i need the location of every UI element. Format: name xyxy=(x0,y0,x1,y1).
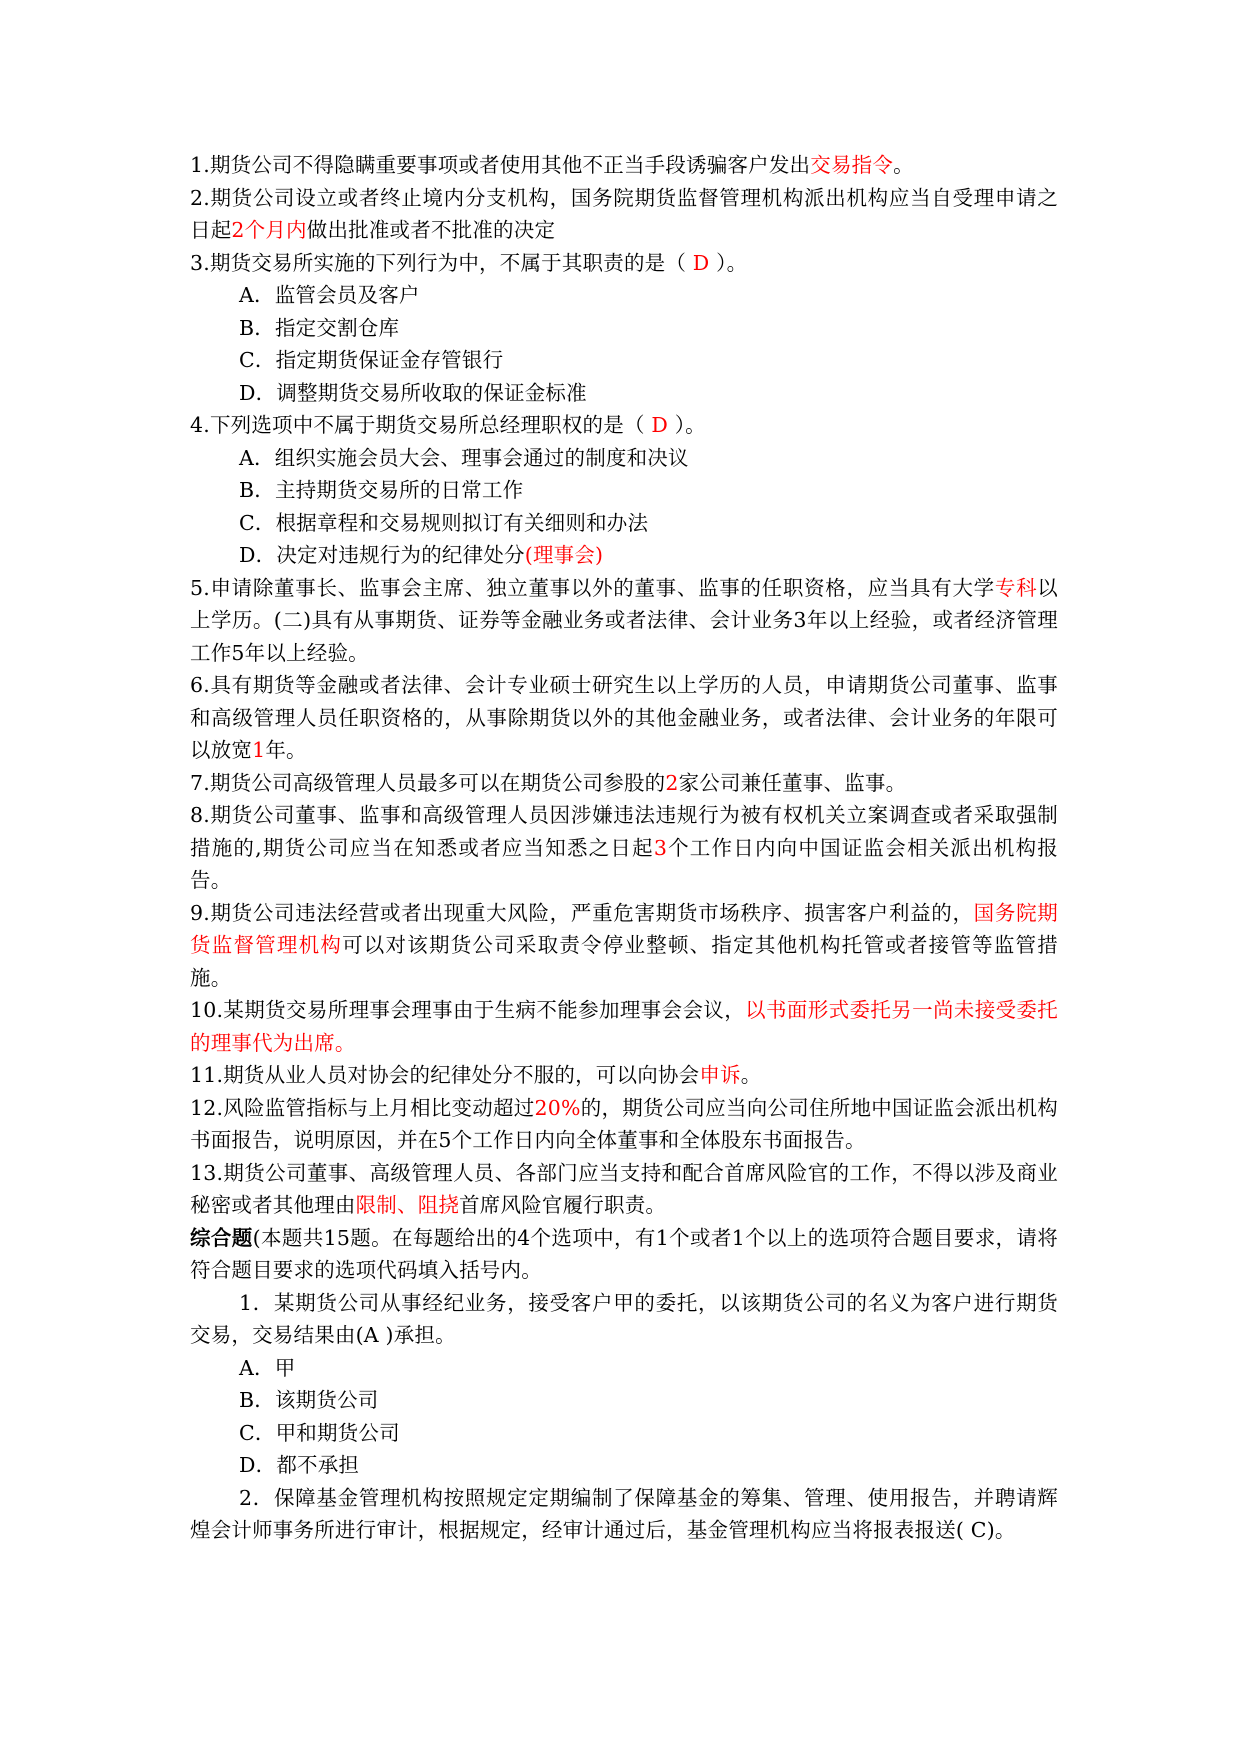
text-run: A．甲 xyxy=(239,1355,296,1380)
text-run: C．根据章程和交易规则拟订有关细则和办法 xyxy=(239,510,649,535)
text-run: 7.期货公司高级管理人员最多可以在期货公司参股的 xyxy=(190,770,666,795)
highlighted-answer: 3 xyxy=(653,835,668,860)
text-run: C．甲和期货公司 xyxy=(239,1420,400,1445)
answer-option xyxy=(190,377,1058,410)
text-run: 年。 xyxy=(265,738,307,762)
text-run: 12.风险监管指标与上月相比变动超过 xyxy=(190,1095,535,1120)
document-body xyxy=(190,149,1058,1547)
answer-option xyxy=(190,507,1058,540)
text-run: 8.期货公司董事、监事和高级管理人员因涉嫌违法违规行为被有权机关立案调查或者采取强制措施的,期货公司应当在知悉或者应当知悉之日起 xyxy=(190,803,1058,860)
text-run: 11.期货从业人员对协会的纪律处分不服的，可以向协会 xyxy=(190,1063,700,1087)
text-run: 个工作日内向中国证监会相关派出机构报告。 xyxy=(190,835,1058,892)
text-run: 首席风险官履行职责。 xyxy=(459,1193,667,1217)
text-run: 1．某期货公司从事经纪业务，接受客户甲的委托，以该期货公司的名义为客户进行期货交易，交易结果由(A )承担。 xyxy=(190,1290,1058,1347)
text-run: 5.申请除董事长、监事会主席、独立董事以外的董事、监事的任职资格，应当具有大学 xyxy=(190,575,995,600)
text-run: 1.期货公司不得隐瞒重要事项或者使用其他不正当手段诱骗客户发出 xyxy=(190,153,811,177)
answer-option xyxy=(190,442,1058,475)
text-run: (本题共15题。在每题给出的4个选项中，有1个或者1个以上的选项符合题目要求，请将符合题目要求的选项代码填入括号内。 xyxy=(190,1225,1058,1282)
paragraph xyxy=(190,799,1058,897)
paragraph xyxy=(190,572,1058,670)
text-run: ）。 xyxy=(674,413,706,437)
answer-option xyxy=(190,1449,1058,1482)
text-run: 9.期货公司违法经营或者出现重大风险，严重危害期货市场秩序、损害客户利益的， xyxy=(190,900,974,925)
text-run: 4.下列选项中不属于期货交易所总经理职权的是（ xyxy=(190,413,652,437)
text-run: ）。 xyxy=(716,250,748,275)
text-run: 。 xyxy=(893,153,914,177)
paragraph xyxy=(190,994,1058,1059)
text-run: D．都不承担 xyxy=(239,1453,360,1477)
paragraph xyxy=(190,1059,1058,1092)
text-run: 2．保障基金管理机构按照规定定期编制了保障基金的筹集、管理、使用报告，并聘请辉煌会计师事务所进行审计，根据规定，经审计通过后，基金管理机构应当将报表报送( C)。 xyxy=(190,1485,1058,1542)
text-run: 以上学历。(二)具有从事期货、证券等金融业务或者法律、会计业务3年以上经验，或者经济管理工作5年以上经验。 xyxy=(190,575,1058,665)
highlighted-answer: 1 xyxy=(252,738,266,762)
text-run: 10.某期货交易所理事会理事由于生病不能参加理事会会议， xyxy=(190,998,746,1022)
highlighted-answer: 交易指令 xyxy=(810,153,894,177)
paragraph xyxy=(190,767,1058,800)
highlighted-answer: 限制、阻挠 xyxy=(355,1193,460,1217)
highlighted-answer: (理事会) xyxy=(524,543,604,567)
text-run: B．该期货公司 xyxy=(239,1388,379,1412)
text-run: B．主持期货交易所的日常工作 xyxy=(239,478,524,502)
text-run: C．指定期货保证金存管银行 xyxy=(239,348,504,372)
highlighted-answer: D xyxy=(651,413,675,437)
text-run: 的，期货公司应当向公司住所地中国证监会派出机构书面报告，说明原因，并在5个工作日内向全体董事和全体股东书面报告。 xyxy=(190,1095,1058,1152)
answer-option xyxy=(190,474,1058,507)
highlighted-answer: 以书面形式委托另一尚未接受委托的理事代为出席。 xyxy=(190,998,1059,1055)
highlighted-answer: 专科 xyxy=(994,575,1038,600)
section-heading: 综合题 xyxy=(190,1225,253,1250)
highlighted-answer: D xyxy=(686,250,717,275)
highlighted-answer: 20% xyxy=(534,1095,581,1120)
text-run: 。 xyxy=(740,1063,762,1087)
text-run: 做出批准或者不批准的决定 xyxy=(306,218,556,242)
paragraph xyxy=(190,669,1058,767)
paragraph xyxy=(190,1092,1058,1157)
text-run: 家公司兼任董事、监事。 xyxy=(678,770,907,795)
paragraph xyxy=(190,1157,1058,1222)
text-run: B．指定交割仓库 xyxy=(239,315,400,340)
answer-option xyxy=(190,539,1058,572)
highlighted-answer: 国务院期货监督管理机构 xyxy=(190,900,1058,957)
paragraph xyxy=(190,1222,1058,1287)
answer-option xyxy=(190,312,1058,345)
highlighted-answer: 2 xyxy=(665,770,679,795)
paragraph xyxy=(190,409,1058,442)
text-run: A．组织实施会员大会、理事会通过的制度和决议 xyxy=(239,445,689,470)
text-run: D．决定对违规行为的纪律处分 xyxy=(239,543,525,567)
answer-option xyxy=(190,1417,1058,1450)
text-run: 可以对该期货公司采取责令停业整顿、指定其他机构托管或者接管等监管措施。 xyxy=(190,933,1058,990)
paragraph xyxy=(190,182,1058,247)
highlighted-answer: 2个月内 xyxy=(231,218,307,242)
paragraph xyxy=(190,149,1058,182)
text-run: D．调整期货交易所收取的保证金标准 xyxy=(239,380,587,405)
answer-option xyxy=(190,344,1058,377)
answer-option xyxy=(190,1352,1058,1385)
paragraph xyxy=(190,897,1058,995)
text-run: 3.期货交易所实施的下列行为中，不属于其职责的是（ xyxy=(190,250,687,275)
answer-option xyxy=(190,1384,1058,1417)
text-run: A．监管会员及客户 xyxy=(239,283,420,307)
text-run: 2.期货公司设立或者终止境内分支机构，国务院期货监督管理机构派出机构应当自受理申请之日起 xyxy=(190,185,1058,242)
highlighted-answer: 申诉 xyxy=(699,1063,741,1087)
answer-option xyxy=(190,279,1058,312)
text-run: 6.具有期货等金融或者法律、会计专业硕士研究生以上学历的人员，申请期货公司董事、监事和高级管理人员任职资格的，从事除期货以外的其他金融业务，或者法律、会计业务的年限可以放宽 xyxy=(190,673,1058,762)
sub-question xyxy=(190,1482,1058,1547)
text-run: 13.期货公司董事、高级管理人员、各部门应当支持和配合首席风险官的工作，不得以涉及商业秘密或者其他理由 xyxy=(190,1160,1058,1217)
sub-question xyxy=(190,1287,1058,1352)
paragraph xyxy=(190,247,1058,280)
